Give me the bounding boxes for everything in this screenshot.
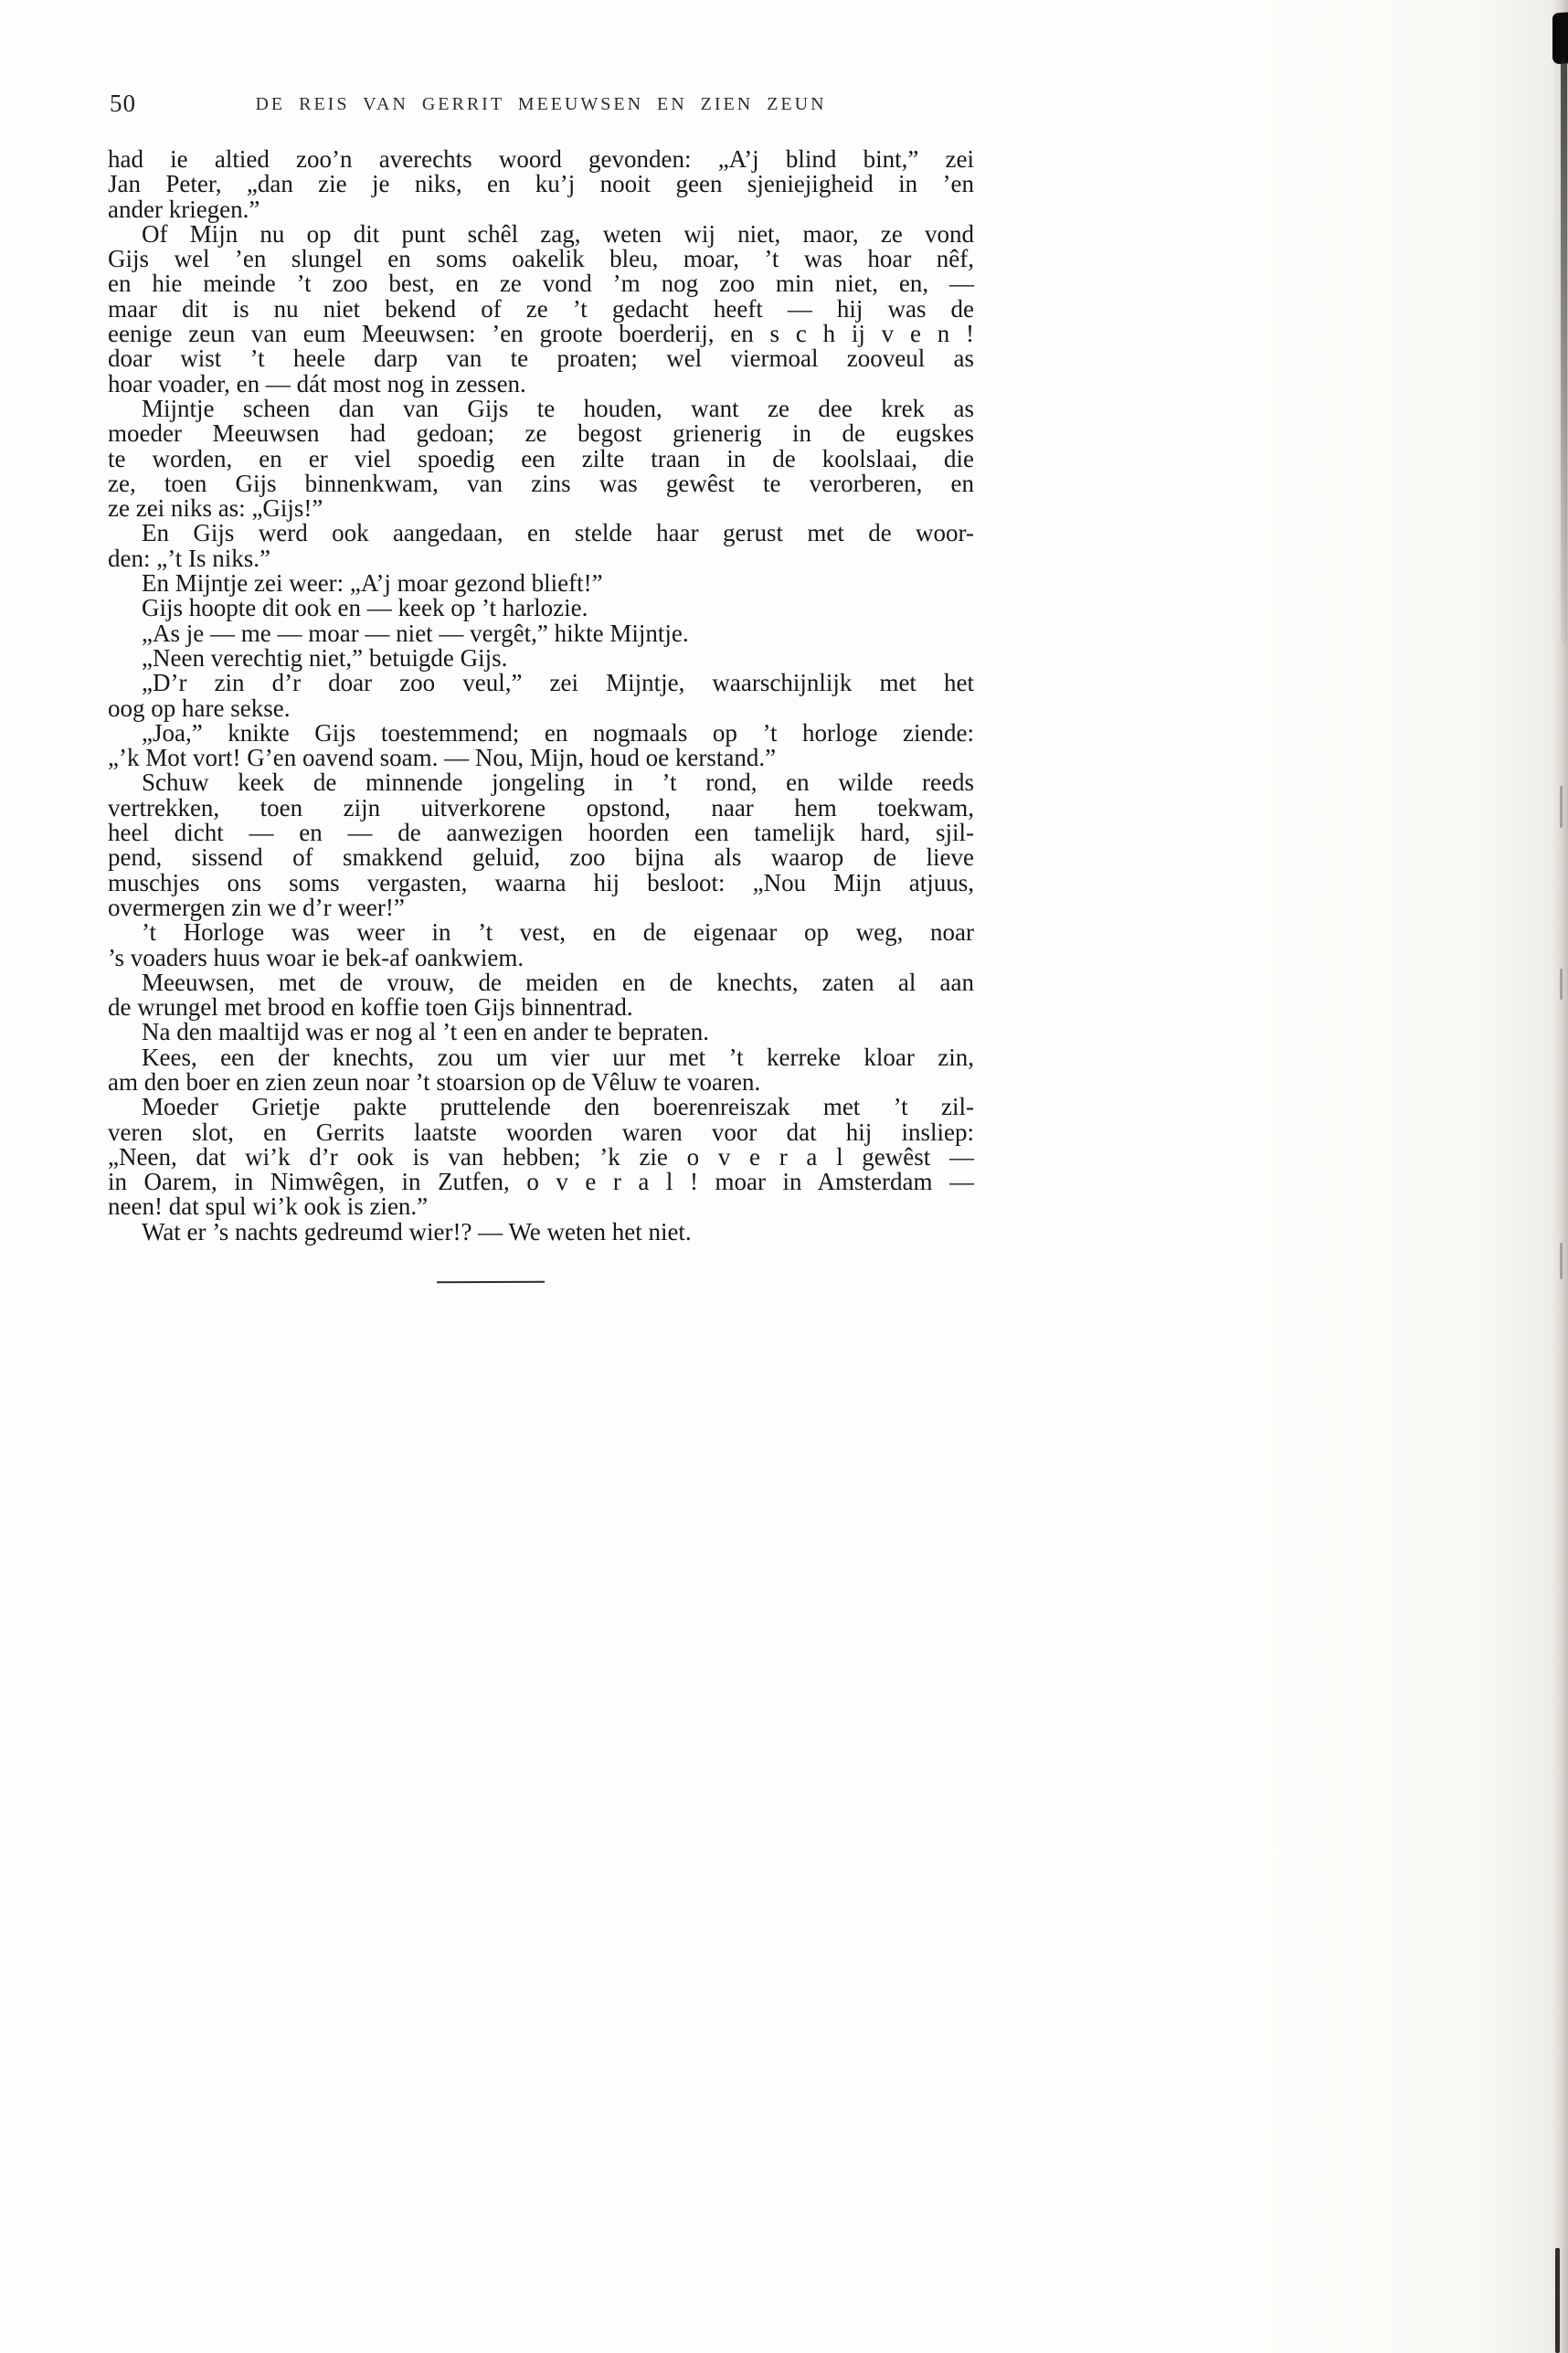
paragraph xyxy=(108,394,974,523)
paragraph xyxy=(108,596,974,620)
paragraph xyxy=(108,521,974,571)
text-line: muschjes ons soms vergasten, waarna hij besloot: „Nou Mijn atjuus, xyxy=(108,868,974,896)
text-line: Of Mijn nu op dit punt schêl zag, weten wij niet, maor, ze vond xyxy=(142,219,974,248)
running-title: DE REIS VAN GERRIT MEEUWSEN EN ZIEN ZEUN xyxy=(255,94,827,114)
scan-artifact-top-right xyxy=(1552,12,1568,64)
paragraph xyxy=(108,1217,974,1245)
text-line: den: „’t Is niks.” xyxy=(108,544,270,572)
scan-speck xyxy=(1560,786,1563,828)
paragraph xyxy=(108,219,974,397)
text-line: vertrekken, toen zijn uitverkorene opstond, naar hem toekwam, xyxy=(108,793,974,821)
text-line: Meeuwsen, met de vrouw, de meiden en de knechts, zaten al aan xyxy=(142,968,974,996)
text-line: de wrungel met brood en koffie toen Gijs binnentrad. xyxy=(108,993,633,1022)
text-line: Wat er ’s nachts gedreumd wier!? — We weten het niet. xyxy=(142,1217,692,1245)
text-line: en hie meinde ’t zoo best, en ze vond ’m nog zoo min niet, en, — xyxy=(108,270,974,298)
text-line: oog op hare sekse. xyxy=(108,694,291,722)
text-line: „D’r zin d’r doar zoo veul,” zei Mijntje, waarschijnlijk met het xyxy=(142,669,974,697)
text-line: maar dit is nu niet bekend of ze ’t gedacht heeft — hij was de xyxy=(108,294,974,323)
text-line: hoar voader, en — dát most nog in zessen. xyxy=(108,369,526,397)
text-line: „As je — me — moar — niet — vergêt,” hikte Mijntje. xyxy=(142,619,689,647)
text-line: doar wist ’t heele darp van te proaten; wel viermoal zooveul as xyxy=(108,344,974,373)
body-text-block xyxy=(108,147,974,1245)
text-line: ander kriegen.” xyxy=(108,195,260,223)
text-line: Jan Peter, „dan zie je niks, en ku’j nooit geen sjeniejigheid in ’en xyxy=(108,170,974,198)
paragraph xyxy=(108,970,974,1021)
paragraph xyxy=(108,770,974,920)
scan-speck xyxy=(1560,1243,1563,1279)
text-line: had ie altied zoo’n averechts woord gevonden: „A’j blind bint,” zei xyxy=(108,145,974,173)
page-header xyxy=(108,88,974,124)
paragraph xyxy=(108,571,974,596)
paragraph xyxy=(108,643,974,672)
paragraph xyxy=(108,621,974,646)
text-line: ze, toen Gijs binnenkwam, van zins was gewêst te verorberen, en xyxy=(108,469,974,497)
text-line: pend, sissend of smakkend geluid, zoo bijna als waarop de lieve xyxy=(108,843,974,872)
text-line: overmergen zin we d’r weer!” xyxy=(108,893,405,921)
text-line: „’k Mot vort! G’en oavend soam. — Nou, Mijn, houd oe kerstand.” xyxy=(108,744,777,772)
text-line: moeder Meeuwsen had gedoan; ze begost grienerig in de eugskes xyxy=(108,419,974,448)
text-line: veren slot, en Gerrits laatste woorden waren voor dat hij insliep: xyxy=(108,1118,974,1146)
text-line: Gijs hoopte dit ook en — keek op ’t harlozie. xyxy=(142,594,588,622)
text-line: neen! dat spul wi’k ook is zien.” xyxy=(108,1192,429,1221)
paragraph xyxy=(108,147,974,222)
text-line: am den boer en zien zeun noar ’t stoarsion op de Vêluw te voaren. xyxy=(108,1067,761,1096)
text-line: in Oarem, in Nimwêgen, in Zutfen, o v e r a l ! moar in Amsterdam — xyxy=(108,1168,974,1196)
text-line: En Gijs werd ook aangedaan, en stelde haar gerust met de woor- xyxy=(142,519,974,547)
scan-artifact-bottom-right xyxy=(1555,2248,1560,2353)
paragraph xyxy=(108,671,974,721)
text-line: Kees, een der knechts, zou um vier uur met ’t kerreke kloar zin, xyxy=(142,1043,974,1071)
paragraph xyxy=(108,1045,974,1096)
text-line: „Neen verechtig niet,” betuigde Gijs. xyxy=(142,643,508,672)
text-line: Schuw keek de minnende jongeling in ’t rond, en wilde reeds xyxy=(142,768,974,797)
paragraph xyxy=(108,1095,974,1219)
paragraph xyxy=(108,1020,974,1044)
paragraph xyxy=(108,920,974,970)
text-line: ’s voaders huus woar ie bek-af oankwiem. xyxy=(108,943,524,971)
section-divider-rule xyxy=(437,1281,545,1283)
page-number: 50 xyxy=(110,90,136,117)
text-line: „Joa,” knikte Gijs toestemmend; en nogmaals op ’t horloge ziende: xyxy=(142,718,974,747)
scan-speck xyxy=(1560,969,1563,1000)
text-line: ’t Horloge was weer in ’t vest, en de eigenaar op weg, noar xyxy=(142,918,974,947)
text-line: ze zei niks as: „Gijs!” xyxy=(108,494,323,523)
scan-artifact-edge-streak xyxy=(1561,58,1567,643)
text-line: „Neen, dat wi’k d’r ook is van hebben; ’k zie o v e r a l gewêst — xyxy=(108,1142,974,1171)
text-line: heel dicht — en — de aanwezigen hoorden een tamelijk hard, sjil- xyxy=(108,819,974,847)
paragraph xyxy=(108,718,974,772)
text-line: te worden, en er viel spoedig een zilte traan in de koolslaai, die xyxy=(108,444,974,472)
text-line: eenige zeun van eum Meeuwsen: ’en groote boerderij, en s c h ij v e n ! xyxy=(108,320,974,348)
text-line: En Mijntje zei weer: „A’j moar gezond blieft!” xyxy=(142,569,603,598)
text-line: Gijs wel ’en slungel en soms oakelik bleu, moar, ’t was hoar nêf, xyxy=(108,245,974,273)
text-line: Na den maaltijd was er nog al ’t een en ander te bepraten. xyxy=(142,1018,709,1046)
text-line: Moeder Grietje pakte pruttelende den boerenreiszak met ’t zil- xyxy=(142,1093,974,1121)
text-line: Mijntje scheen dan van Gijs te houden, want ze dee krek as xyxy=(142,394,974,422)
